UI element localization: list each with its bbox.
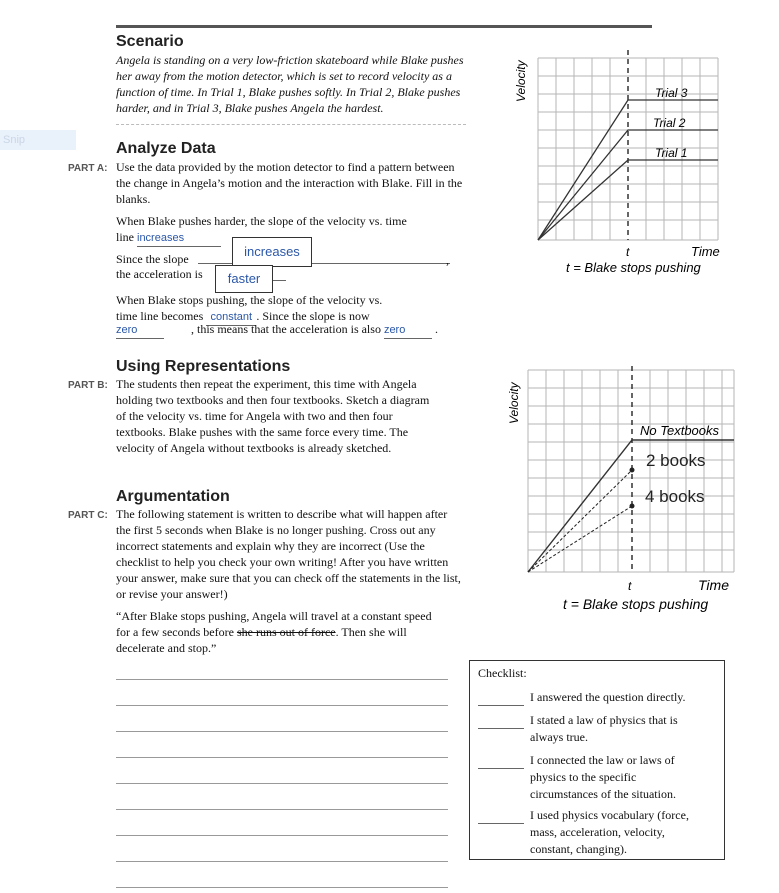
trial-3-label: Trial 3 bbox=[655, 86, 688, 100]
trial-2-label: Trial 2 bbox=[653, 116, 686, 130]
caption: t = Blake stops pushing bbox=[563, 596, 709, 612]
q2b-answer-line bbox=[272, 280, 286, 281]
t-label: t bbox=[626, 245, 630, 259]
x-axis-label: Time bbox=[691, 244, 720, 259]
checklist-item: I used physics vocabulary (force, mass, acceleration, velocity, constant, changing). bbox=[530, 808, 689, 856]
part-c-quote: “After Blake stops pushing, Angela will travel at a constant speed for a few seconds before she runs out of force. Then she will decelerate and stop.” bbox=[116, 609, 432, 655]
answer-line[interactable] bbox=[116, 835, 448, 836]
checklist-box bbox=[469, 660, 725, 860]
answer-line[interactable] bbox=[116, 679, 448, 680]
q3-answer1-field[interactable]: constant bbox=[206, 309, 256, 326]
two-books-point bbox=[630, 468, 635, 473]
part-b-label: PART B: bbox=[68, 380, 108, 391]
answer-line[interactable] bbox=[116, 783, 448, 784]
q2-comma: , bbox=[446, 253, 449, 267]
analyze-heading: Analyze Data bbox=[116, 140, 216, 157]
argumentation-heading: Argumentation bbox=[116, 488, 230, 505]
answer-line[interactable] bbox=[116, 757, 448, 758]
part-b-text: The students then repeat the experiment, this time with Angela holding two textbooks and then four textbooks. Sketch a diagram of the velocity vs. time for Angela with two and then four textbooks. Blake pushes with the same force every time. The velocity of Angela without textbooks is already sketched. bbox=[116, 377, 430, 455]
answer-line[interactable] bbox=[116, 887, 448, 888]
four-books-label: 4 books bbox=[645, 487, 705, 506]
caption: t = Blake stops pushing bbox=[566, 260, 701, 275]
part-a-q2-slope: Since the slope bbox=[116, 252, 189, 266]
snip-overlay[interactable]: Snip bbox=[0, 130, 76, 150]
answer-line[interactable] bbox=[116, 861, 448, 862]
no-textbooks-label: No Textbooks bbox=[640, 423, 720, 438]
checklist-item: I connected the law or laws of physics to the specific circumstances of the situation. bbox=[530, 753, 676, 801]
answer-line[interactable] bbox=[116, 809, 448, 810]
q2b-answer-box[interactable]: faster bbox=[215, 265, 273, 293]
part-c-text: The following statement is written to describe what will happen after the first 5 seconds when Blake is no longer pushing. Cross out any incorrect statements and explain why they are incorrect (Use the checklist to help you check your own writing! After you have written your answer, make sure that you can check off the statements in the list, or revise your answer!) bbox=[116, 507, 461, 601]
part-a-q2-accel: the acceleration is bbox=[116, 267, 203, 281]
part-a-q3-b: zero , this means that the acceleration is also zero . bbox=[116, 321, 456, 339]
two-books-line bbox=[528, 470, 632, 572]
checklist-blank[interactable] bbox=[478, 823, 524, 824]
answer-line[interactable] bbox=[116, 731, 448, 732]
y-axis-label: Velocity bbox=[514, 60, 528, 102]
top-rule bbox=[116, 25, 652, 28]
four-books-point bbox=[630, 504, 635, 509]
part-a-q1: When Blake pushes harder, the slope of the velocity vs. time line increases bbox=[116, 213, 416, 247]
y-axis-label: Velocity bbox=[507, 382, 521, 424]
sketched-lines bbox=[528, 470, 632, 572]
two-books-label: 2 books bbox=[646, 451, 706, 470]
struck-statement: she runs out of force bbox=[236, 625, 336, 639]
q2-answer-box[interactable]: increases bbox=[232, 237, 312, 267]
checklist-item: I answered the question directly. bbox=[530, 690, 686, 704]
x-axis-label: Time bbox=[698, 577, 729, 593]
checklist-blank[interactable] bbox=[478, 705, 524, 706]
representations-heading: Using Representations bbox=[116, 358, 291, 375]
checklist-item: I stated a law of physics that is always true. bbox=[530, 713, 678, 744]
part-a-intro: Use the data provided by the motion detector to find a pattern between the change in Angela’s motion and the interaction with Blake. Fill in the blanks. bbox=[116, 160, 463, 206]
checklist-title: Checklist: bbox=[478, 666, 527, 680]
part-a-label: PART A: bbox=[68, 163, 108, 174]
part-a-q3-a: When Blake stops pushing, the slope of the velocity vs. time line becomes constant . Since the slope is now bbox=[116, 292, 396, 326]
checklist-blank[interactable] bbox=[478, 728, 524, 729]
answer-line[interactable] bbox=[116, 705, 448, 706]
velocity-time-graph-1 bbox=[500, 40, 760, 290]
scenario-text: Angela is standing on a very low-friction skateboard while Blake pushes her away from the motion detector, which is set to record velocity as a function of time. In Trial 1, Blake pushes softly. In Trial 2, Blake pushes harder, and in Trial 3, Blake pushes Angela the hardest. bbox=[116, 53, 464, 115]
part-c-label: PART C: bbox=[68, 510, 108, 521]
dashed-divider bbox=[116, 124, 466, 125]
q1-answer-field[interactable]: increases bbox=[137, 230, 221, 247]
scenario-heading: Scenario bbox=[116, 33, 184, 50]
t-label: t bbox=[628, 579, 632, 593]
checklist-blank[interactable] bbox=[478, 768, 524, 769]
q3-answer2-field[interactable]: zero bbox=[116, 322, 164, 339]
velocity-time-graph-2 bbox=[500, 362, 770, 617]
q3-answer3-field[interactable]: zero bbox=[384, 322, 432, 339]
trial-1-label: Trial 1 bbox=[655, 146, 688, 160]
four-books-line bbox=[528, 506, 632, 572]
